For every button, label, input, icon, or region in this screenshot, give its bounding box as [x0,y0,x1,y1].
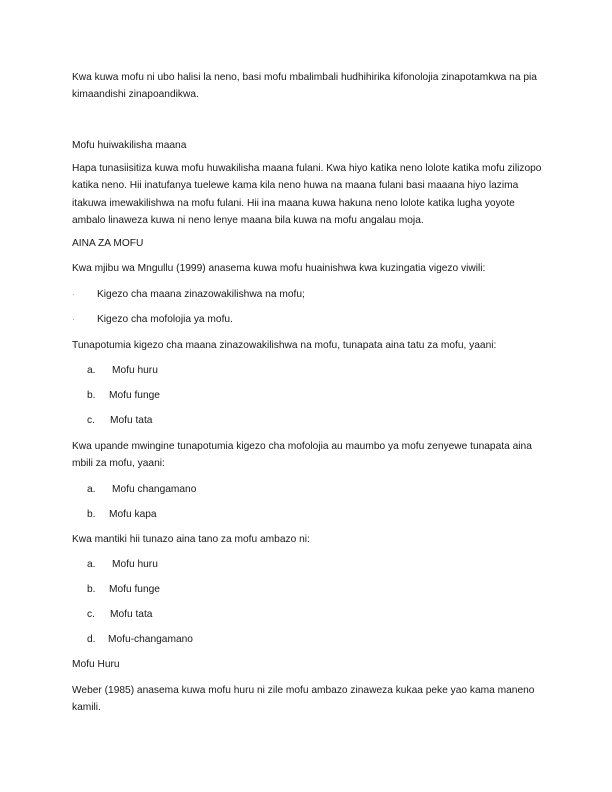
criteria-item-text: Kigezo cha mofolojia ya mofu. [97,314,233,325]
section-heading-meaning: Mofu huiwakilisha maana [72,140,187,151]
list-item-text: Mofu funge [109,584,160,595]
list-item-text: Mofu-changamano [108,634,193,645]
types-intro: Kwa mjibu wa Mngullu (1999) anasema kuwa mofu huainishwa kwa kuzingatia vigezo viwili: [72,263,486,274]
text-line: kimaandishi zinapoandikwa. [72,89,199,101]
morphology-list-intro [72,438,542,473]
list-marker: c. [87,609,95,620]
list-marker: a. [87,365,96,376]
summary-list-intro: Kwa mantiki hii tunazo aina tano za mofu ambazo ni: [72,534,310,545]
list-item-text: Mofu huru [112,365,158,376]
list-marker: a. [87,484,96,495]
text-line: Weber (1985) anasema kuwa mofu huru ni zile mofu ambazo zinaweza kukaa peke yao kama maneno [72,685,535,696]
list-item-text: Mofu funge [109,390,160,401]
text-line: kamili. [72,702,101,714]
list-item-text: Mofu changamano [112,484,197,495]
section-heading-free-morpheme: Mofu Huru [72,659,120,670]
meaning-list-intro: Tunapotumia kigezo cha maana zinazowakilishwa na mofu, tunapata aina tatu za mofu, yaani: [72,340,497,351]
list-item-text: Mofu kapa [109,509,157,520]
list-item-text: Mofu huru [112,559,158,570]
list-marker: a. [87,559,96,570]
list-marker: d. [87,634,96,645]
intro-paragraph [72,69,542,104]
section-heading-types: AINA ZA MOFU [72,238,144,249]
text-line: itakuwa imewakilishwa na mofu fulani. Hii ina maana kuwa hakuna neno lolote katika lugha yoyote [72,197,515,209]
free-morpheme-paragraph [72,682,542,717]
list-marker: c. [87,415,95,426]
list-marker: b. [87,390,96,401]
bullet-icon: · [72,315,75,324]
list-marker: b. [87,509,96,520]
meaning-paragraph [72,160,542,230]
list-item-text: Mofu tata [110,415,153,426]
text-line: Hapa tunasiisitiza kuwa mofu huwakilisha maana fulani. Kwa hiyo katika neno lolote katika mofu zilizopo [72,163,542,174]
text-line: Kwa kuwa mofu ni ubo halisi la neno, basi mofu mbalimbali hudhihirika kifonolojia zinapotamkwa na pia [72,72,537,83]
text-line: Kwa upande mwingine tunapotumia kigezo cha mofolojia au maumbo ya mofu zenyewe tunapata aina [72,441,532,452]
list-item-text: Mofu tata [110,609,153,620]
bullet-icon: · [72,290,75,299]
criteria-item-text: Kigezo cha maana zinazowakilishwa na mofu; [97,289,305,300]
text-line: ambalo linaweza kuwa ni neno lenye maana bila kuwa na mofu angalau moja. [72,215,424,227]
text-line: mbili za mofu, yaani: [72,458,165,470]
list-marker: b. [87,584,96,595]
text-line: katika neno. Hii inatufanya tuelewe kama kila neno huwa na maana fulani basi maaana hiyo lazima [72,180,519,192]
